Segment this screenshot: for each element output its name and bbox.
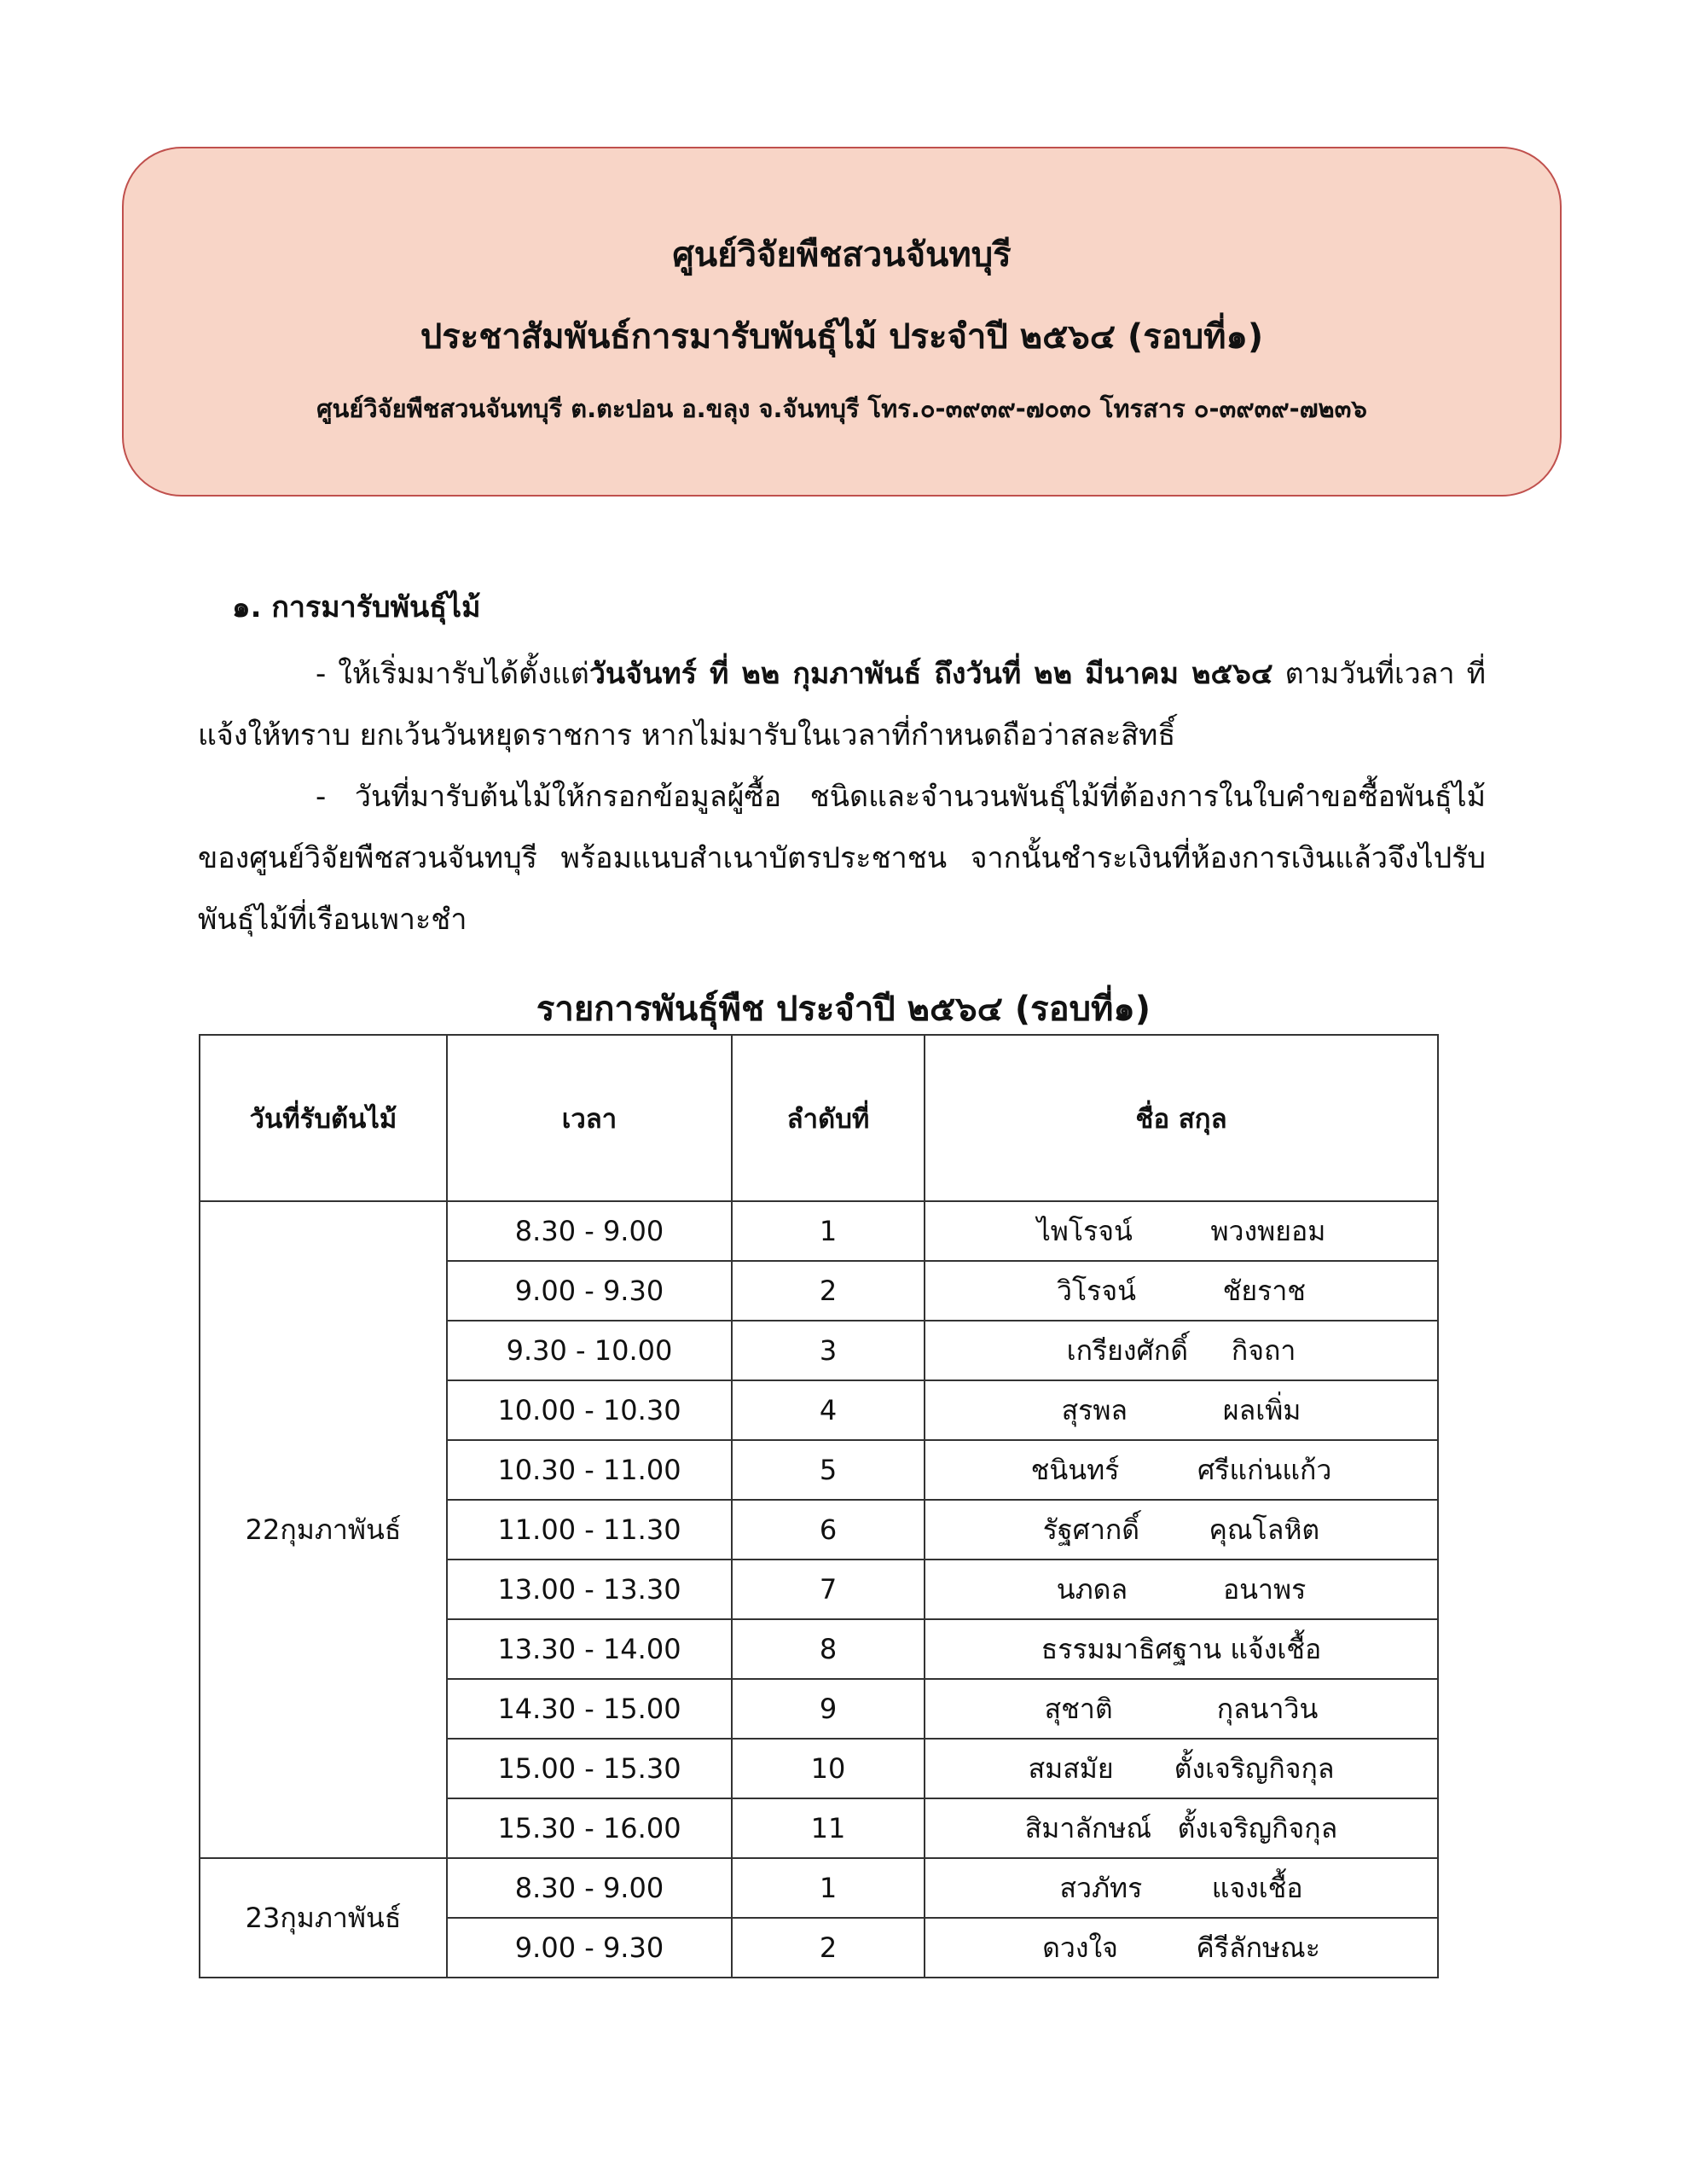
time-cell: 11.00 - 11.30 xyxy=(447,1500,732,1560)
order-cell: 9 xyxy=(732,1679,925,1739)
order-cell: 1 xyxy=(732,1201,925,1261)
date-cell: 23กุมภาพันธ์ xyxy=(200,1858,447,1978)
table-title: รายการพันธุ์พืช ประจำปี ๒๕๖๔ (รอบที่๑) xyxy=(536,990,1151,1029)
name-cell: สุรพล ผลเพิ่ม xyxy=(925,1380,1438,1440)
name-cell: เกรียงศักดิ์ กิจถา xyxy=(925,1321,1438,1380)
pickup-section xyxy=(198,587,1486,950)
time-cell: 13.30 - 14.00 xyxy=(447,1619,732,1679)
order-cell: 4 xyxy=(732,1380,925,1440)
time-cell: 13.00 - 13.30 xyxy=(447,1560,732,1619)
header-subtitle: ประชาสัมพันธ์การมารับพันธุ์ไม้ ประจำปี ๒๕๖๔ (รอบที่๑) xyxy=(420,317,1264,357)
date-cell: 22กุมภาพันธ์ xyxy=(200,1201,447,1858)
table-header-row xyxy=(200,1035,1438,1201)
paragraph-2-text: - วันที่มารับต้นไม้ให้กรอกข้อมูลผู้ซื้อ ชนิดและจำนวนพันธุ์ไม้ที่ต้องการในใบคำขอซื้อพันธุ์ไม้ของศูนย์วิจัยพืชสวนจันทบุรี พร้อมแนบสำเนาบัตรประชาชน จากนั้นชำระเงินที่ห้องการเงินแล้วจึงไปรับพันธุ์ไม้ที่เรือนเพาะชำ xyxy=(198,780,1486,937)
name-cell: ธรรมมาธิศฐาน แจ้งเชื้อ xyxy=(925,1619,1438,1679)
time-cell: 14.30 - 15.00 xyxy=(447,1679,732,1739)
table-row xyxy=(200,1858,1438,1918)
time-cell: 10.00 - 10.30 xyxy=(447,1380,732,1440)
name-cell: สวภัทร แจงเชื้อ xyxy=(925,1858,1438,1918)
header-title: ศูนย์วิจัยพืชสวนจันทบุรี xyxy=(672,235,1012,275)
order-cell: 5 xyxy=(732,1440,925,1500)
name-cell: ไพโรจน์ พวงพยอม xyxy=(925,1201,1438,1261)
order-cell: 2 xyxy=(732,1918,925,1978)
time-cell: 8.30 - 9.00 xyxy=(447,1858,732,1918)
table-row xyxy=(200,1201,1438,1261)
name-cell: ชนินทร์ ศรีแก่นแก้ว xyxy=(925,1440,1438,1500)
header-date: วันที่รับต้นไม้ xyxy=(200,1035,447,1201)
time-cell: 8.30 - 9.00 xyxy=(447,1201,732,1261)
schedule-table xyxy=(199,1034,1439,1978)
order-cell: 2 xyxy=(732,1261,925,1321)
order-cell: 3 xyxy=(732,1321,925,1380)
time-cell: 15.30 - 16.00 xyxy=(447,1798,732,1858)
paragraph-1-dates: วันจันทร์ ที่ ๒๒ กุมภาพันธ์ ถึงวันที่ ๒๒ มีนาคม ๒๕๖๔ xyxy=(588,657,1273,691)
time-cell: 9.00 - 9.30 xyxy=(447,1261,732,1321)
header-box xyxy=(122,147,1562,497)
time-cell: 15.00 - 15.30 xyxy=(447,1739,732,1798)
header-contact: ศูนย์วิจัยพืชสวนจันทบุรี ต.ตะปอน อ.ขลุง จ.จันทบุรี โทร.๐-๓๙๓๙-๗๐๓๐ โทรสาร ๐-๓๙๓๙-๗๒๓๖ xyxy=(316,394,1367,423)
name-cell: นภดล อนาพร xyxy=(925,1560,1438,1619)
name-cell: วิโรจน์ ชัยราช xyxy=(925,1261,1438,1321)
time-cell: 9.00 - 9.30 xyxy=(447,1918,732,1978)
name-cell: รัฐศากดิ์ คุณโลหิต xyxy=(925,1500,1438,1560)
order-cell: 11 xyxy=(732,1798,925,1858)
paragraph-pickup-dates xyxy=(198,643,1486,766)
header-name: ชื่อ สกุล xyxy=(925,1035,1438,1201)
name-cell: สิมาลักษณ์ ตั้งเจริญกิจกุล xyxy=(925,1798,1438,1858)
name-cell: สมสมัย ตั้งเจริญกิจกุล xyxy=(925,1739,1438,1798)
order-cell: 10 xyxy=(732,1739,925,1798)
name-cell: ดวงใจ คีรีลักษณะ xyxy=(925,1918,1438,1978)
time-cell: 10.30 - 11.00 xyxy=(447,1440,732,1500)
header-time: เวลา xyxy=(447,1035,732,1201)
paragraph-1-suffix: ตามวันที่เวลา ที่แจ้งให้ทราบ ยกเว้นวันหยุดราชการ หากไม่มารับในเวลาที่กำหนดถือว่าสละสิทธิ์ xyxy=(198,657,1487,752)
order-cell: 1 xyxy=(732,1858,925,1918)
paragraph-1-prefix: - ให้เริ่มมารับได้ตั้งแต่ xyxy=(316,657,589,691)
header-order: ลำดับที่ xyxy=(732,1035,925,1201)
order-cell: 8 xyxy=(732,1619,925,1679)
order-cell: 7 xyxy=(732,1560,925,1619)
order-cell: 6 xyxy=(732,1500,925,1560)
name-cell: สุชาติ กุลนาวิน xyxy=(925,1679,1438,1739)
paragraph-procedure xyxy=(198,766,1486,950)
time-cell: 9.30 - 10.00 xyxy=(447,1321,732,1380)
section-heading: ๑. การมารับพันธุ์ไม้ xyxy=(232,590,481,624)
